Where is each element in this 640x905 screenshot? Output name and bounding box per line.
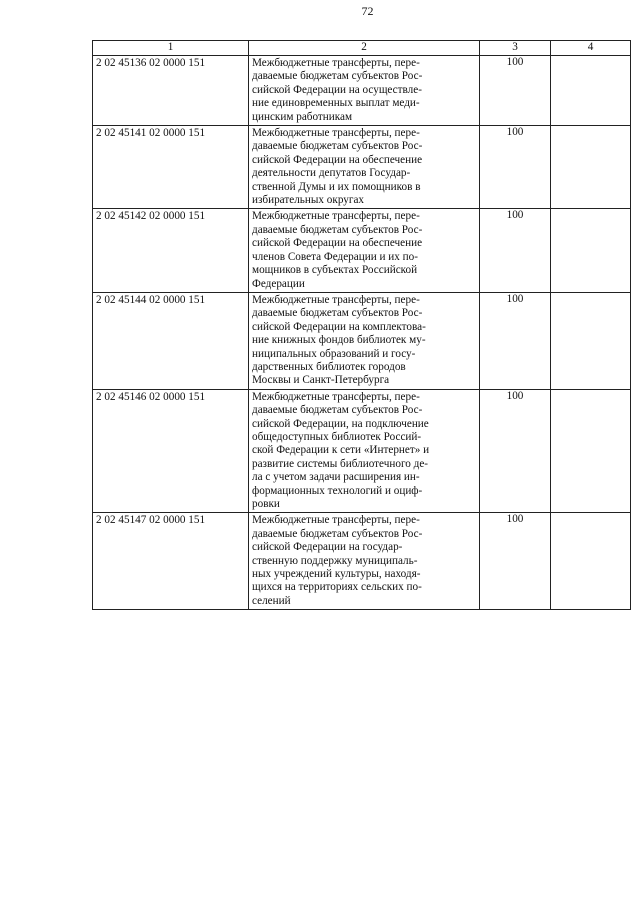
description-line: формационных технологий и оциф- xyxy=(252,484,423,497)
description-line: членов Совета Федерации и их по- xyxy=(252,250,418,263)
description-line: щихся на территориях сельских по- xyxy=(252,581,422,594)
table-row xyxy=(93,513,631,610)
budget-description xyxy=(249,389,480,513)
page-number: 72 xyxy=(361,4,374,18)
table-row xyxy=(93,209,631,292)
budget-code: 2 02 45146 02 0000 151 xyxy=(93,389,249,513)
description-line: Межбюджетные трансферты, пере- xyxy=(252,390,420,403)
description-line: деятельности депутатов Государ- xyxy=(252,167,411,180)
table-row xyxy=(93,292,631,389)
description-line: ние книжных фондов библиотек му- xyxy=(252,334,426,347)
budget-code: 2 02 45142 02 0000 151 xyxy=(93,209,249,292)
description-line: даваемые бюджетам субъектов Рос- xyxy=(252,223,423,236)
description-line: Межбюджетные трансферты, пере- xyxy=(252,293,420,306)
budget-code: 2 02 45136 02 0000 151 xyxy=(93,56,249,126)
budget-code: 2 02 45147 02 0000 151 xyxy=(93,513,249,610)
description-line: даваемые бюджетам субъектов Рос- xyxy=(252,527,423,540)
description-line: ровки xyxy=(252,498,280,510)
budget-description xyxy=(249,56,480,126)
budget-value: 100 xyxy=(480,513,551,610)
column-4-cell xyxy=(551,56,631,126)
description-line: ных учреждений культуры, находя- xyxy=(252,568,421,581)
column-4-cell xyxy=(551,292,631,389)
budget-table xyxy=(92,40,631,610)
budget-value: 100 xyxy=(480,126,551,209)
column-4-cell xyxy=(551,389,631,513)
description-line: ственную поддержку муниципаль- xyxy=(252,554,418,567)
description-line: дарственных библиотек городов xyxy=(252,360,406,373)
description-line: Москвы и Санкт-Петербурга xyxy=(252,374,390,387)
description-line: цинским работникам xyxy=(252,110,353,123)
budget-description xyxy=(249,126,480,209)
description-line: ние единовременных выплат меди- xyxy=(252,97,420,110)
col-header-1: 1 xyxy=(93,41,249,56)
budget-description xyxy=(249,513,480,610)
table-header xyxy=(93,41,631,56)
budget-description xyxy=(249,292,480,389)
budget-description xyxy=(249,209,480,292)
budget-value: 100 xyxy=(480,56,551,126)
description-line: ла с учетом задачи расширения ин- xyxy=(252,471,420,484)
description-line: ской Федерации к сети «Интернет» и xyxy=(252,444,430,457)
header-row xyxy=(93,41,631,56)
description-line: мощников в субъектах Российской xyxy=(252,264,418,277)
column-4-cell xyxy=(551,126,631,209)
budget-value: 100 xyxy=(480,389,551,513)
description-line: Федерации xyxy=(252,277,305,290)
description-line: избирательных округах xyxy=(252,194,365,207)
description-line: Межбюджетные трансферты, пере- xyxy=(252,210,420,223)
description-line: ственной Думы и их помощников в xyxy=(252,180,421,193)
description-line: сийской Федерации на государ- xyxy=(252,541,403,554)
col-header-4: 4 xyxy=(551,41,631,56)
description-line: развитие системы библиотечного де- xyxy=(252,457,429,470)
column-4-cell xyxy=(551,209,631,292)
description-line: сийской Федерации на обеспечение xyxy=(252,153,423,166)
description-line: селений xyxy=(252,594,291,607)
description-line: Межбюджетные трансферты, пере- xyxy=(252,57,420,69)
description-line: ниципальных образований и госу- xyxy=(252,347,416,360)
budget-value: 100 xyxy=(480,209,551,292)
description-line: даваемые бюджетам субъектов Рос- xyxy=(252,140,423,153)
description-line: даваемые бюджетам субъектов Рос- xyxy=(252,70,423,83)
description-line: сийской Федерации на комплектова- xyxy=(252,320,426,333)
description-line: даваемые бюджетам субъектов Рос- xyxy=(252,307,423,320)
table-row xyxy=(93,389,631,513)
table-body xyxy=(93,56,631,610)
column-4-cell xyxy=(551,513,631,610)
description-line: Межбюджетные трансферты, пере- xyxy=(252,514,420,527)
budget-code: 2 02 45144 02 0000 151 xyxy=(93,292,249,389)
description-line: общедоступных библиотек Россий- xyxy=(252,430,422,443)
budget-code: 2 02 45141 02 0000 151 xyxy=(93,126,249,209)
col-header-3: 3 xyxy=(480,41,551,56)
description-line: сийской Федерации, на подключение xyxy=(252,417,429,430)
description-line: сийской Федерации на обеспечение xyxy=(252,237,423,250)
description-line: сийской Федерации на осуществле- xyxy=(252,83,422,96)
table-row xyxy=(93,126,631,209)
col-header-2: 2 xyxy=(249,41,480,56)
table-row xyxy=(93,56,631,126)
description-line: Межбюджетные трансферты, пере- xyxy=(252,127,420,140)
description-line: даваемые бюджетам субъектов Рос- xyxy=(252,404,423,417)
budget-value: 100 xyxy=(480,292,551,389)
